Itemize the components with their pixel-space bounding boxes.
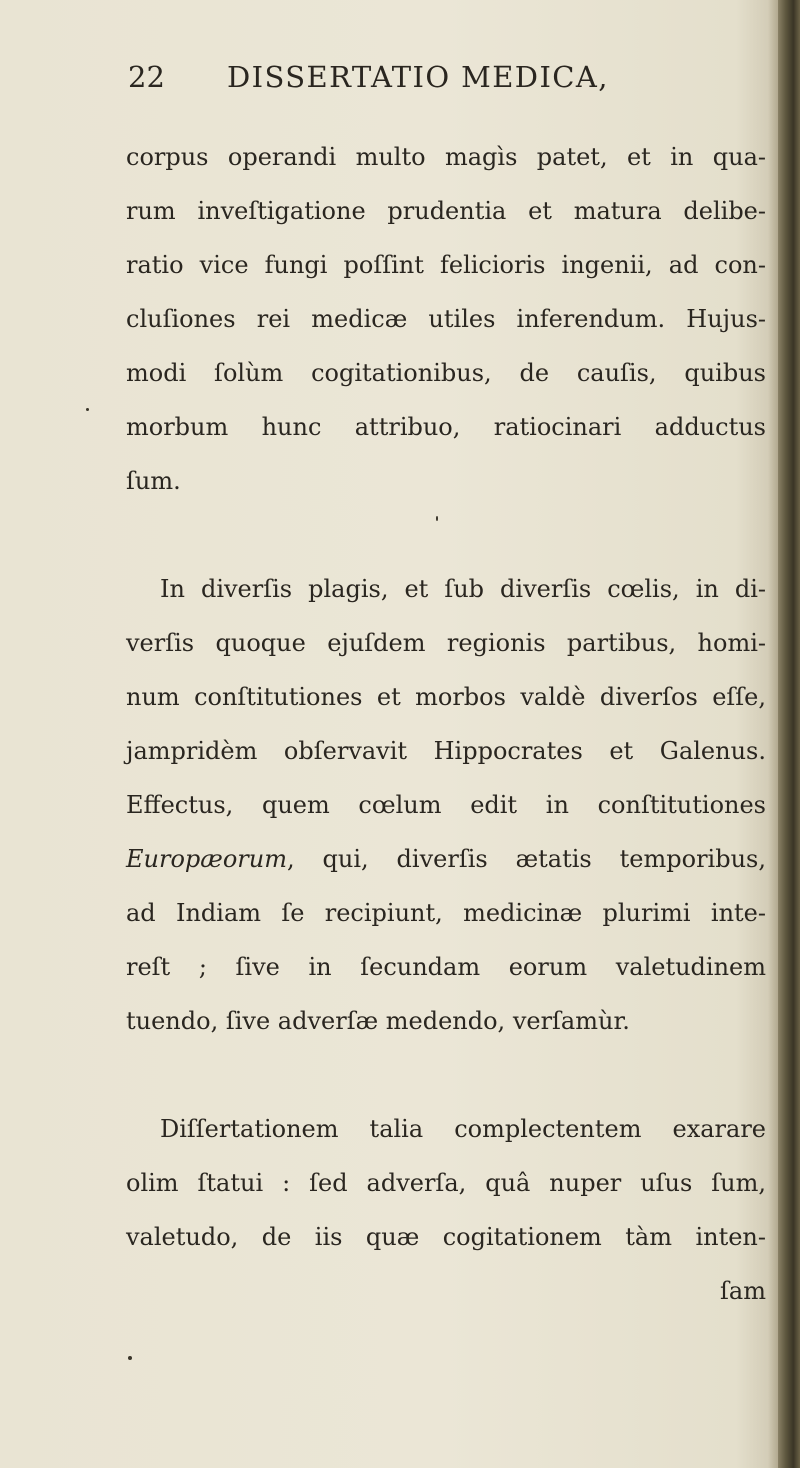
text-line: In diverſis plagis, et ſub diverſis cœlis, in di- (160, 575, 766, 603)
text-line-with-italic (126, 832, 766, 886)
paragraph-gap (126, 508, 766, 562)
paragraph-2 (126, 562, 766, 1048)
text-line: rum inveſtigatione prudentia et matura delibe- (126, 197, 766, 225)
text-line: morbum hunc attribuo, ratiocinari adductus (126, 413, 766, 441)
text-line: jampridèm obſervavit Hippocrates et Galenus. (126, 737, 766, 765)
paragraph-3 (126, 1102, 766, 1318)
page-header (0, 60, 800, 110)
catchword: ſam (720, 1277, 766, 1305)
ink-speck (86, 408, 89, 411)
ink-speck (128, 1356, 132, 1360)
text-line-rest: , qui, diverſis ætatis temporibus, (286, 845, 766, 873)
text-line: tuendo, ſive adverſæ medendo, verſamùr. (126, 1007, 630, 1035)
text-line: reſt ; ſive in ſecundam eorum valetudinem (126, 953, 766, 981)
page-gutter-shadow (768, 0, 778, 1468)
text-line: cluſiones rei medicæ utiles inferendum. Hujus- (126, 305, 766, 333)
paragraph-1 (126, 130, 766, 508)
text-line: corpus operandi multo magìs patet, et in qua- (126, 143, 766, 171)
ink-speck (436, 516, 438, 521)
body-text (126, 130, 766, 1318)
running-head: DISSERTATIO MEDICA, (227, 60, 609, 94)
italic-word: Europæorum (126, 845, 287, 873)
text-line: valetudo, de iis quæ cogitationem tàm inten- (126, 1223, 766, 1251)
text-line: olim ſtatui : ſed adverſa, quâ nuper uſus ſum, (126, 1169, 766, 1197)
text-line: ſum. (126, 467, 181, 495)
text-line: Effectus, quem cœlum edit in conſtitutiones (126, 791, 766, 819)
text-line: ad Indiam ſe recipiunt, medicinæ plurimi inte- (126, 899, 766, 927)
text-line: ratio vice fungi poſſint felicioris ingenii, ad con- (126, 251, 766, 279)
text-line: modi ſolùm cogitationibus, de cauſis, quibus (126, 359, 766, 387)
page-number: 22 (128, 60, 165, 94)
paragraph-gap (126, 1048, 766, 1102)
text-line: Diſſertationem talia complectentem exarare (160, 1115, 766, 1143)
text-line: verſis quoque ejuſdem regionis partibus, homi- (126, 629, 766, 657)
book-spine-edge (778, 0, 800, 1468)
text-line: num conſtitutiones et morbos valdè diverſos eſſe, (126, 683, 766, 711)
